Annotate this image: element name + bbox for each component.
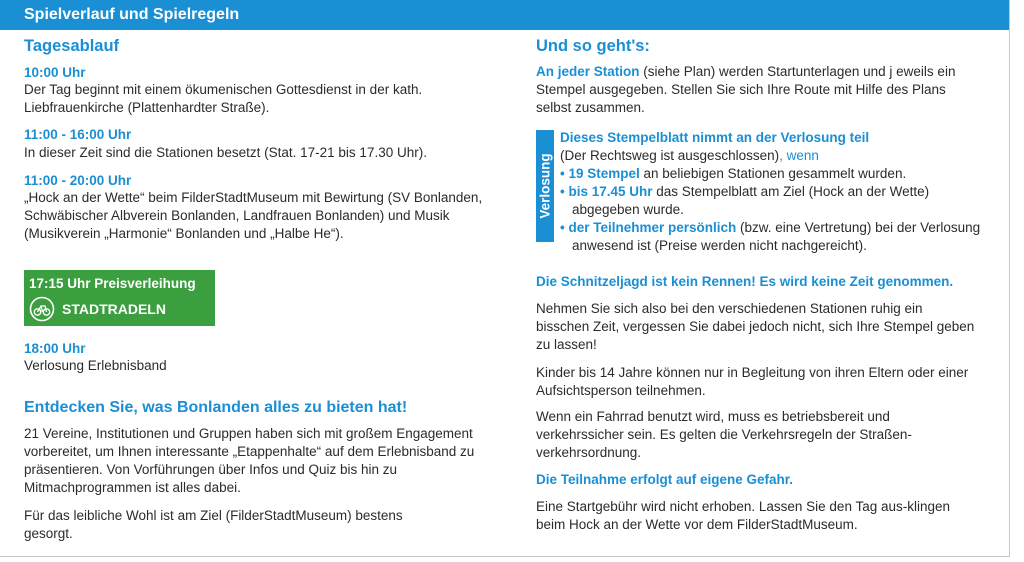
raffle-sub: (Der Rechtsweg ist ausgeschlossen): [560, 148, 780, 163]
schedule-time-2: 11:00 - 16:00 Uhr: [24, 127, 132, 142]
discover-heading: Entdecken Sie, was Bonlanden alles zu bieten hat!: [24, 399, 408, 416]
no-race-heading: Die Schnitzeljagd ist kein Rennen! Es wird keine Zeit genommen.: [536, 274, 954, 289]
condition-1-rest: an beliebigen Stationen gesammelt wurden.: [639, 166, 907, 181]
discover-text: 21 Vereine, Institutionen und Gruppen haben sich mit großem Engagement vorbereitet, um Ihnen interessante „Etappenhalte“ auf dem Erlebnisband zu präsentieren. Von Vorführungen über Infos und Quiz bis hin zu Mitmachprogrammen ist alles dabei.: [24, 426, 475, 495]
raffle-wenn: , wenn: [779, 148, 819, 163]
condition-2-rest: das Stempelblatt am Ziel (Hock an der Wette) abgegeben wurde.: [572, 184, 930, 217]
schedule-heading: Tagesablauf: [24, 37, 120, 55]
raffle-subline: [560, 147, 1000, 165]
raffle-title: Dieses Stempelblatt nimmt an der Verlosung teil: [560, 130, 870, 145]
station-paragraph: [536, 63, 961, 117]
schedule-time-4: 18:00 Uhr: [24, 341, 86, 356]
bicycle-icon: [29, 296, 55, 322]
condition-3-rest: (bzw. eine Vertretung) bei der Verlosung anwesend ist (Preise werden nicht nachgereicht).: [572, 220, 981, 253]
page-title: Spielverlauf und Spielregeln: [24, 6, 240, 23]
schedule-time-3: 11:00 - 20:00 Uhr: [24, 173, 132, 188]
kids-text: Kinder bis 14 Jahre können nur in Begleitung von ihren Eltern oder einer Aufsichtsperson teilnehmen.: [536, 365, 969, 398]
award-title: 17:15 Uhr Preisverleihung: [29, 276, 196, 291]
raffle-condition-2: • bis 17.45 Uhr das Stempelblatt am Ziel (Hock an der Wette) abgegeben wurde.: [560, 184, 930, 217]
fee-text: Eine Startgebühr wird nicht erhoben. Lassen Sie den Tag aus-klingen beim Hock an der Wette vor dem FilderStadtMuseum.: [536, 499, 951, 532]
schedule-time-1: 10:00 Uhr: [24, 65, 86, 80]
schedule-text-1: Der Tag beginnt mit einem ökumenischen Gottesdienst in der kath. Liebfrauenkirche (Plattenhardter Straße).: [24, 82, 423, 115]
howto-heading: Und so geht's:: [536, 37, 650, 55]
risk-heading: Die Teilnahme erfolgt auf eigene Gefahr.: [536, 472, 794, 487]
raffle-side-label: [536, 130, 554, 242]
condition-1-lead: 19 Stempel: [568, 166, 640, 181]
header-banner: [0, 0, 1010, 30]
raffle-condition-1: • 19 Stempel an beliebigen Stationen gesammelt wurden.: [560, 166, 907, 181]
frame-right: [1009, 0, 1010, 556]
condition-3-lead: der Teilnehmer persönlich: [568, 220, 737, 235]
station-lead: An jeder Station: [536, 64, 640, 79]
schedule-text-3: „Hock an der Wette“ beim FilderStadtMuseum mit Bewirtung (SV Bonlanden, Schwäbischer Albverein Bonlanden, Landfrauen Bonlanden) und Musik (Musikverein „Harmonie“ Bonlanden und „Halbe He“).: [24, 190, 483, 241]
no-race-text: Nehmen Sie sich also bei den verschiedenen Stationen ruhig ein bisschen Zeit, vergessen Sie dabei jedoch nicht, sich Ihre Stempel geben zu lassen!: [536, 301, 975, 352]
bike-text: Wenn ein Fahrrad benutzt wird, muss es betriebsbereit und verkehrssicher sein. Es gelten die Verkehrsregeln der Straßen-verkehrsordnung.: [536, 409, 912, 460]
stadtradeln-logo-text: STADTRADELN: [62, 301, 166, 317]
raffle-block: [560, 129, 1000, 255]
schedule-text-4: Verlosung Erlebnisband: [24, 358, 167, 373]
schedule-text-2: In dieser Zeit sind die Stationen besetzt (Stat. 17-21 bis 17.30 Uhr).: [24, 145, 427, 160]
food-text: Für das leibliche Wohl ist am Ziel (FilderStadtMuseum) bestens gesorgt.: [24, 508, 403, 541]
frame-bottom: [0, 556, 1010, 557]
condition-2-lead: bis 17.45 Uhr: [568, 184, 653, 199]
raffle-label: Verlosung: [537, 153, 553, 219]
raffle-condition-3: • der Teilnehmer persönlich (bzw. eine Vertretung) bei der Verlosung anwesend ist (Preise werden nicht nachgereicht).: [560, 220, 981, 253]
award-box: [24, 270, 215, 326]
station-text: (siehe Plan) werden Startunterlagen und j eweils ein Stempel ausgegeben. Stellen Sie sich Ihre Route mit Hilfe des Plans selbst zusammen.: [536, 64, 956, 115]
